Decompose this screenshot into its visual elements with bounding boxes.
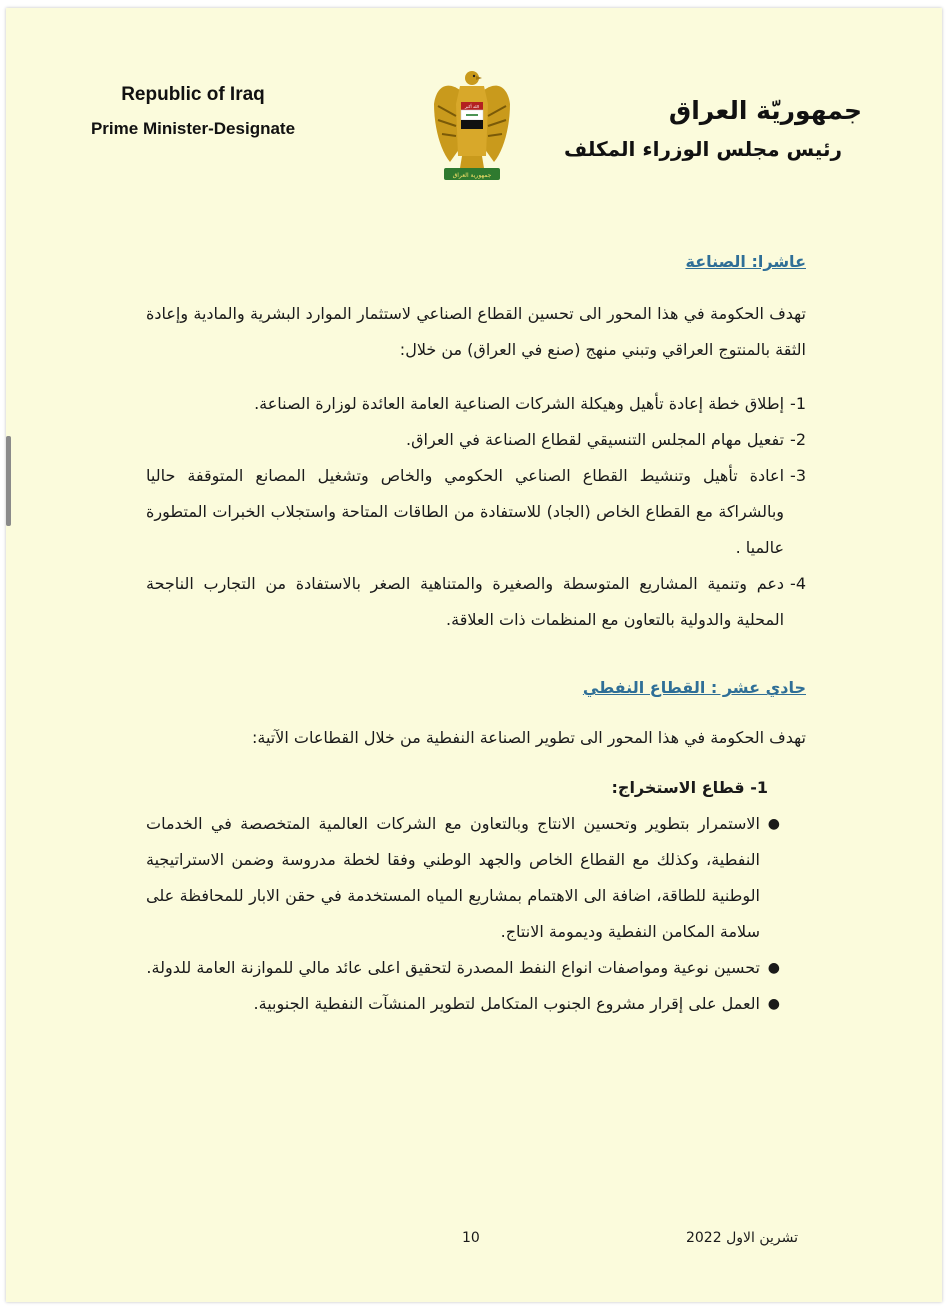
emblem-ribbon-text: جمهورية العراق [452, 172, 492, 179]
document-body [146, 244, 806, 1022]
bullet-icon: ● [767, 960, 780, 976]
document-page [6, 8, 942, 1302]
section-title-oil: حادي عشر : القطاع النفطي [582, 678, 806, 697]
country-name-en: Republic of Iraq [121, 84, 265, 105]
office-title-en: Prime Minister-Designate [90, 119, 296, 138]
section-title-industry: عاشرا: الصناعة [685, 252, 806, 271]
scrollbar-thumb[interactable] [6, 436, 11, 526]
list-item: 3- اعادة تأهيل وتنشيط القطاع الصناعي الحكومي والخاص وتشغيل المصانع المتوقفة حاليا وبالشراكة مع القطاع الخاص (الجاد) للاستفادة من الطاقات المتاحة واستجلاب الخبرات المتطورة عالميا . [146, 466, 806, 557]
oil-intro: تهدف الحكومة في هذا المحور الى تطوير الصناعة النفطية من خلال القطاعات الآتية: [251, 728, 806, 747]
emblem-motto: الله أكبر [464, 104, 480, 110]
footer-date: تشرين الاول 2022 [685, 1230, 798, 1246]
list-item: ● العمل على إقرار مشروع الجنوب المتكامل لتطوير المنشآت النفطية الجنوبية. [146, 986, 806, 1022]
list-item: 1- إطلاق خطة إعادة تأهيل وهيكلة الشركات الصناعية العامة العائدة لوزارة الصناعة. [254, 394, 806, 413]
list-item: 2- تفعيل مهام المجلس التنسيقي لقطاع الصناعة في العراق. [406, 430, 806, 449]
list-item: ● الاستمرار بتطوير وتحسين الانتاج وبالتعاون مع الشركات العالمية المتخصصة في الخدمات النفطية، وكذلك مع القطاع الخاص والجهد الوطني وفقا لخطة مدروسة وضمن الاستراتيجية الوطنية للطاقة، اضافة الى الاهتمام بمشاريع المياه المستخدمة في حقن الابار للمحافظة على سلامة المكامن النفطية وديمومة الانتاج. [146, 806, 806, 950]
subsection-extraction: 1- قطاع الاستخراج: [611, 778, 768, 797]
arabic-letterhead [564, 96, 862, 161]
office-title-ar: رئيس مجلس الوزراء المكلف [564, 137, 842, 161]
english-letterhead [78, 84, 308, 139]
list-item: 4- دعم وتنمية المشاريع المتوسطة والصغيرة والمتناهية الصغر بالاستفادة من التجارب الناجحة المحلية والدولية بالتعاون مع المنظمات ذات العلاقة. [146, 574, 806, 629]
bullet-icon: ● [767, 816, 780, 832]
industry-intro: تهدف الحكومة في هذا المحور الى تحسين القطاع الصناعي لاستثمار الموارد البشرية والمادية وإعادة الثقة بالمنتوج العراقي وتبني منهج (صنع في العراق) من خلال: [146, 304, 806, 359]
iraq-eagle-emblem-icon [430, 64, 514, 188]
page-number: 10 [462, 1230, 480, 1246]
bullet-icon: ● [767, 996, 780, 1012]
country-name-ar: جمهوريّة العراق [668, 96, 862, 125]
list-item: ● تحسين نوعية ومواصفات انواع النفط المصدرة لتحقيق اعلى عائد مالي للموازنة العامة للدولة. [146, 950, 806, 986]
